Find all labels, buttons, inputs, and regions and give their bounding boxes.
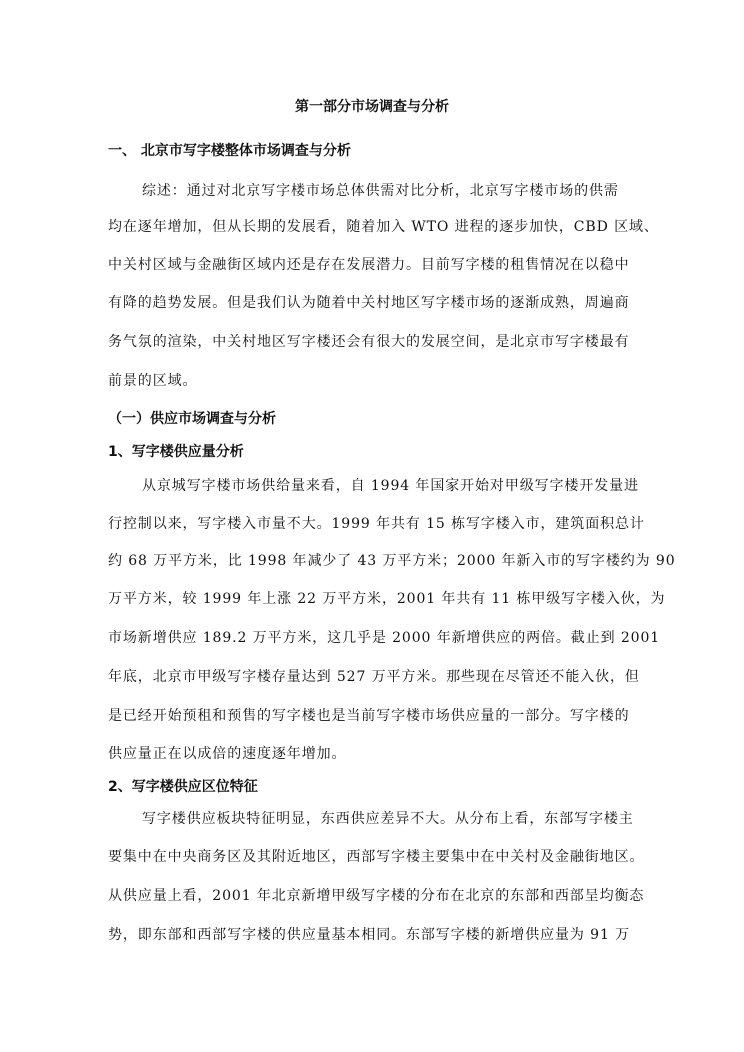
heading-supply-location: 2、写字楼供应区位特征	[108, 779, 258, 795]
supply-line-1: 从京城写字楼市场供给量来看，自 1994 年国家开始对甲级写字楼开发量进	[142, 478, 639, 494]
location-line-1: 写字楼供应板块特征明显，东西供应差异不大。从分布上看，东部写字楼主	[142, 811, 634, 827]
summary-line-5: 务气氛的渲染，中关村地区写字楼还会有很大的发展空间，是北京市写字楼最有	[108, 334, 630, 350]
summary-line-1: 综述：通过对北京写字楼市场总体供需对比分析，北京写字楼市场的供需	[142, 183, 619, 199]
supply-line-5: 市场新增供应 189.2 万平方米，这几乎是 2000 年新增供应的两倍。截止到 2001	[108, 630, 661, 646]
supply-line-4: 万平方米，较 1999 年上涨 22 万平方米，2001 年共有 11 栋甲级写字楼入伙，为	[108, 591, 666, 607]
supply-line-6: 年底，北京市甲级写字楼存量达到 527 万平方米。那些现在尽管还不能入伙，但	[108, 669, 640, 685]
summary-line-3: 中关村区域与金融街区域内还是存在发展潜力。目前写字楼的租售情况在以稳中	[108, 257, 630, 273]
supply-line-7: 是已经开始预租和预售的写字楼也是当前写字楼市场供应量的一部分。写字楼的	[108, 708, 630, 724]
heading-level2: （一）供应市场调查与分析	[108, 411, 276, 427]
location-line-3: 从供应量上看，2001 年北京新增甲级写字楼的分布在北京的东部和西部呈均衡态	[108, 888, 645, 904]
heading-supply-volume: 1、写字楼供应量分析	[108, 444, 244, 460]
document-title: 第一部分市场调查与分析	[295, 99, 449, 115]
summary-line-6: 前景的区域。	[108, 373, 198, 389]
location-line-4: 势，即东部和西部写字楼的供应量基本相同。东部写字楼的新增供应量为 91 万	[108, 927, 631, 943]
supply-line-8: 供应量正在以成倍的速度逐年增加。	[108, 746, 347, 762]
summary-line-4: 有降的趋势发展。但是我们认为随着中关村地区写字楼市场的逐渐成熟，周遍商	[108, 295, 630, 311]
heading-level1: 一、 北京市写字楼整体市场调查与分析	[108, 143, 351, 159]
supply-line-3: 约 68 万平方米，比 1998 年减少了 43 万平方米；2000 年新入市的写字楼约为 90	[108, 553, 676, 569]
location-line-2: 要集中在中央商务区及其附近地区，西部写字楼主要集中在中关村及金融街地区。	[108, 849, 645, 865]
supply-line-2: 行控制以来，写字楼入市量不大。1999 年共有 15 栋写字楼入市，建筑面积总计	[108, 516, 645, 532]
summary-line-2: 均在逐年增加，但从长期的发展看，随着加入 WTO 进程的逐步加快，CBD 区域、	[108, 219, 659, 235]
